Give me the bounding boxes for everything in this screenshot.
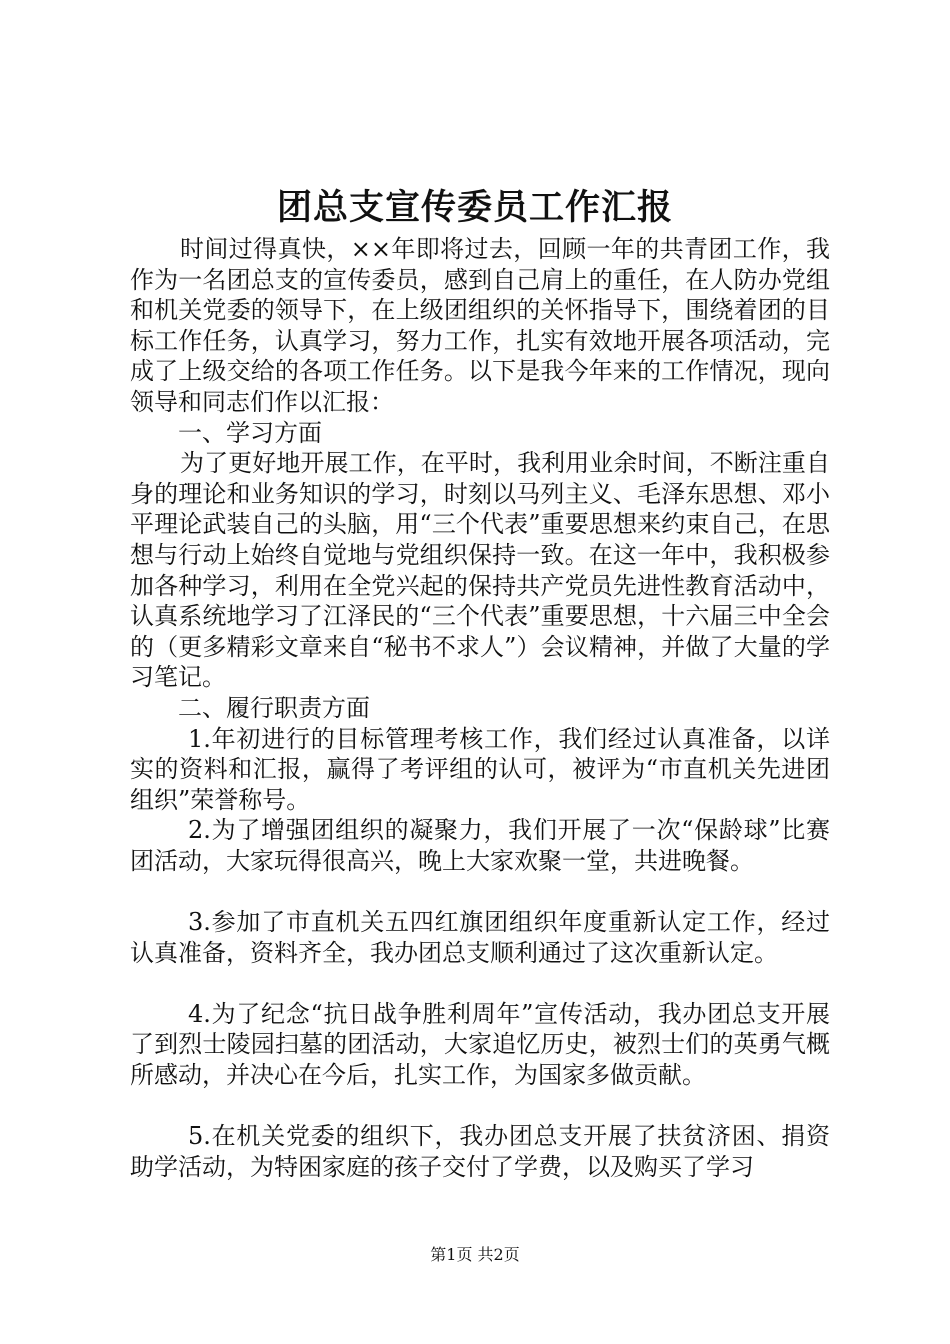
- list-item-1: 1.年初进行的目标管理考核工作，我们经过认真准备，以详实的资料和汇报，赢得了考评组的认可，被评为“市直机关先进团组织”荣誉称号。: [130, 724, 830, 814]
- paragraph-study: 为了更好地开展工作，在平时，我利用业余时间，不断注重自身的理论和业务知识的学习，时刻以马列主义、毛泽东思想、邓小平理论武装自己的头脑，用“三个代表”重要思想来约束自己，在思想与行动上始终自觉地与党组织保持一致。在这一年中，我积极参加各种学习，利用在全党兴起的保持共产党员先进性教育活动中，认真系统地学习了江泽民的“三个代表”重要思想，十六届三中全会的（更多精彩文章来自“秘书不求人”）会议精神，并做了大量的学习笔记。: [130, 449, 830, 692]
- list-item-4: 4.为了纪念“抗日战争胜利周年”宣传活动，我办团总支开展了到烈士陵园扫墓的团活动，大家追忆历史，被烈士们的英勇气概所感动，并决心在今后，扎实工作，为国家多做贡献。: [130, 999, 830, 1090]
- blank-line: [130, 1091, 830, 1122]
- document-title: 团总支宣传委员工作汇报: [276, 187, 673, 228]
- list-item-3: 3.参加了市直机关五四红旗团组织年度重新认定工作，经过认真准备，资料齐全，我办团总支顺利通过了这次重新认定。: [130, 908, 830, 967]
- list-item-2: 2.为了增强团组织的凝聚力，我们开展了一次“保龄球”比赛团活动，大家玩得很高兴，晚上大家欢聚一堂，共进晚餐。: [130, 816, 830, 875]
- section-heading-study: 一、学习方面: [178, 418, 322, 447]
- blank-line: [130, 968, 830, 999]
- blank-line: [130, 876, 830, 907]
- document-body: [130, 234, 830, 1182]
- list-item-5: 5.在机关党委的组织下，我办团总支开展了扶贫济困、捐资助学活动，为特困家庭的孩子交付了学费，以及购买了学习: [130, 1122, 830, 1181]
- paragraph-intro: 时间过得真快，××年即将过去，回顾一年的共青团工作，我作为一名团总支的宣传委员，感到自己肩上的重任，在人防办党组和机关党委的领导下，在上级团组织的关怀指导下，围绕着团的目标工作任务，认真学习，努力工作，扎实有效地开展各项活动，完成了上级交给的各项工作任务。以下是我今年来的工作情况，现向领导和同志们作以汇报：: [130, 235, 830, 416]
- section-heading-duties: 二、履行职责方面: [178, 693, 370, 722]
- page-footer: 第1页 共2页: [430, 1245, 520, 1264]
